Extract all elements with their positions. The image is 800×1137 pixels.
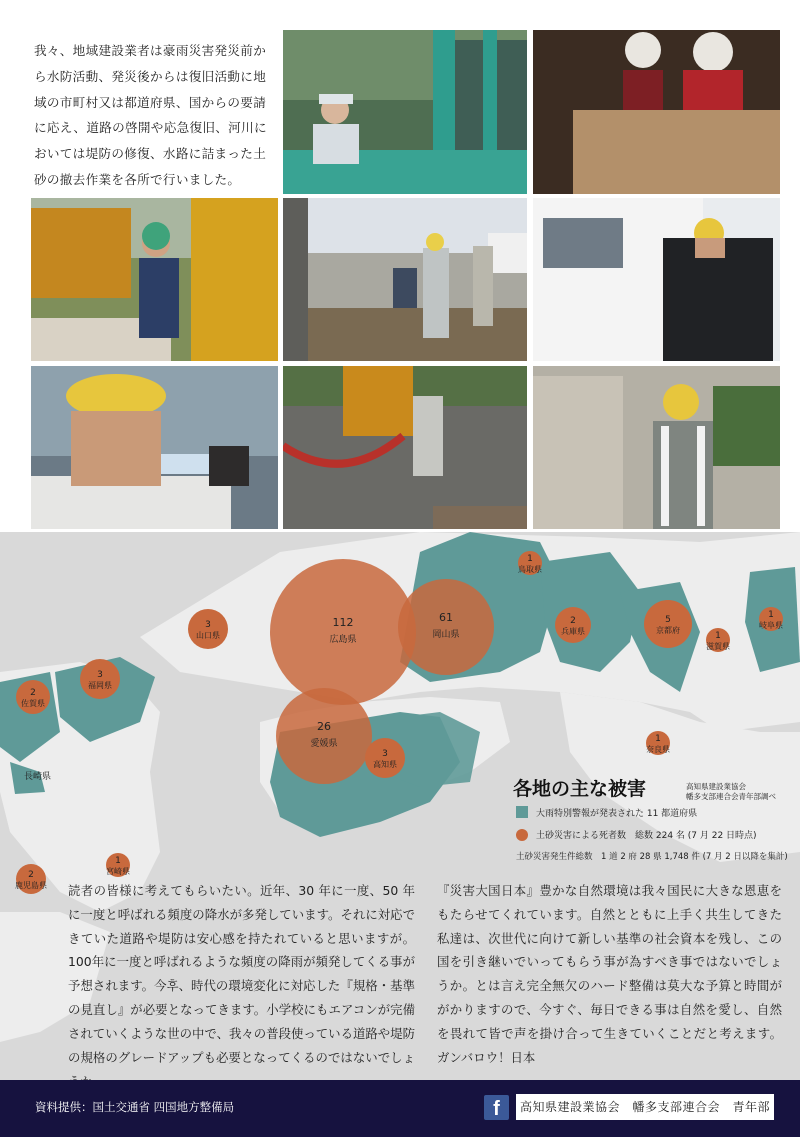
prefecture-name: 佐賀県 [21,699,45,708]
footer-bar [0,1080,800,1137]
casualty-circle-宮崎県 [106,853,130,877]
prefecture-name: 山口県 [196,631,220,640]
casualty-count: 1 [655,734,661,744]
casualty-count: 26 [317,720,331,733]
casualty-count: 1 [768,610,774,620]
map-source-line2: 幡多支部連合会青年部調べ [686,792,776,801]
photo-excavator-operator [283,30,527,194]
intro-text [34,38,274,193]
casualty-circle-shape [398,579,494,675]
photo-street-crew [283,198,527,361]
facebook-icon[interactable]: f [484,1095,509,1120]
intro-line: 我々、地域建設業者は豪雨災害発災前か [34,43,267,58]
casualty-circle-岐阜県 [759,607,783,631]
casualty-count: 1 [115,856,121,866]
intro-line: ら水防活動、発災後からは復旧活動に地 [34,68,267,84]
intro-line: に応え、道路の啓開や応急復旧、河川に [34,120,267,136]
casualty-circle-shape [270,559,416,705]
legend-teal-swatch [516,806,528,818]
prefecture-name: 鹿児島県 [15,881,47,890]
prefecture-name: 兵庫県 [561,627,585,636]
prefecture-name: 京都府 [656,626,680,635]
photo-bucket-worker [31,198,278,361]
photo-vacuum-truck [283,366,527,529]
casualty-circle-愛媛県 [276,688,372,784]
footer-organization: 高知県建設業協会 幡多支部連合会 青年部 [516,1094,774,1120]
casualty-count: 61 [439,611,453,624]
casualty-circle-京都府 [644,600,692,648]
casualty-count: 112 [332,616,354,629]
prefecture-name: 滋賀県 [706,642,730,651]
body-column-right: 『災害大国日本』豊かな自然環境は我々国民に大きな恩恵をもたらせてくれています。自然とともに上手く共生してきた私達は、次世代に向けて新しい基準の社会資本を残し、この国を引き継いでいってもらう事が為すべき事ではないでしょうか。とは言え完全無欠のハード整備は莫大な予算と時間ががかりますので、今すぐ、毎日できる事は自然を愛し、自然を畏れて皆で声を掛け合って生きていくことだと考えます。ガンバロウ！日本 [437,883,782,1065]
casualty-count: 3 [205,620,211,630]
intro-line: 域の市町村又は都道府県、国からの要請 [34,94,267,110]
prefecture-name: 鳥取県 [518,565,542,574]
prefecture-name: 岡山県 [432,630,460,640]
casualty-circle-福岡県 [80,659,120,699]
casualty-count: 2 [30,688,36,698]
casualty-circle-山口県 [188,609,228,649]
casualty-count: 3 [97,670,103,680]
label-nagasaki: 長崎県 [24,772,52,782]
casualty-circle-兵庫県 [555,607,591,643]
map-source-line1: 高知県建設業協会 [686,782,746,791]
legend-orange-swatch [516,829,528,841]
prefecture-name: 宮崎県 [106,867,130,876]
legend-teal-text: 大雨特別警報が発表された 11 都道府県 [536,809,698,819]
photo-workers-digging [533,30,780,194]
casualty-circle-滋賀県 [706,628,730,652]
casualty-count: 1 [715,631,721,641]
prefecture-name: 福岡県 [88,681,112,690]
casualty-circle-奈良県 [646,731,670,755]
photo-crew-closeup [533,366,780,529]
casualty-count: 1 [527,554,533,564]
legend-orange-text: 土砂災害による死者数 総数 224 名 (7 月 22 日時点) [536,831,757,841]
casualty-circle-広島県 [270,559,416,705]
casualty-circle-岡山県 [398,579,494,675]
casualty-circle-shape [276,688,372,784]
body-column-left: 読者の皆様に考えてもらいたい。近年、30 年に一度、50 年に一度と呼ばれる頻度の降水が多発しています。それに対応できていた道路や堤防は安心感を持たれていると思いますが。100年に一度と呼ばれるような頻度の降雨が頻発してくる事が予想されます。今후、時代の環境変化に対応した『規格・基準の見直し』が必要となってきます。小学校にもエアコンが完備されていくような世の中で、我々の普段使っている道路や堤防の規格のグレードアップも必要となってくるのではないでしょ [68,883,415,1065]
photo-worker-by-van [533,198,780,361]
prefecture-name: 広島県 [329,635,357,645]
casualty-circle-鳥取県 [518,551,542,575]
map-title: 各地の主な被害 [513,778,647,800]
prefecture-name: 高知県 [373,760,397,769]
casualty-count: 3 [382,749,388,759]
intro-line: 砂の撤去作業を各所で行いました。 [34,172,241,188]
prefecture-name: 岐阜県 [759,621,783,630]
casualty-count: 2 [570,616,576,626]
prefecture-name: 愛媛県 [310,739,338,749]
casualty-circle-高知県 [365,738,405,778]
footer-source: 資料提供：国土交通省 四国地方整備局 [35,1100,235,1114]
casualty-count: 5 [665,615,671,625]
prefecture-name: 奈良県 [646,745,670,754]
intro-line: おいては堤防の修復、水路に詰まった土 [34,146,267,162]
stat-line: 土砂災害発生件総数 1 道 2 府 28 県 1,748 件 (7 月 2 日以降を集計) [516,852,788,862]
casualty-circle-佐賀県 [16,680,50,714]
casualty-count: 2 [28,870,34,880]
photo-worker-drinking [31,366,278,529]
